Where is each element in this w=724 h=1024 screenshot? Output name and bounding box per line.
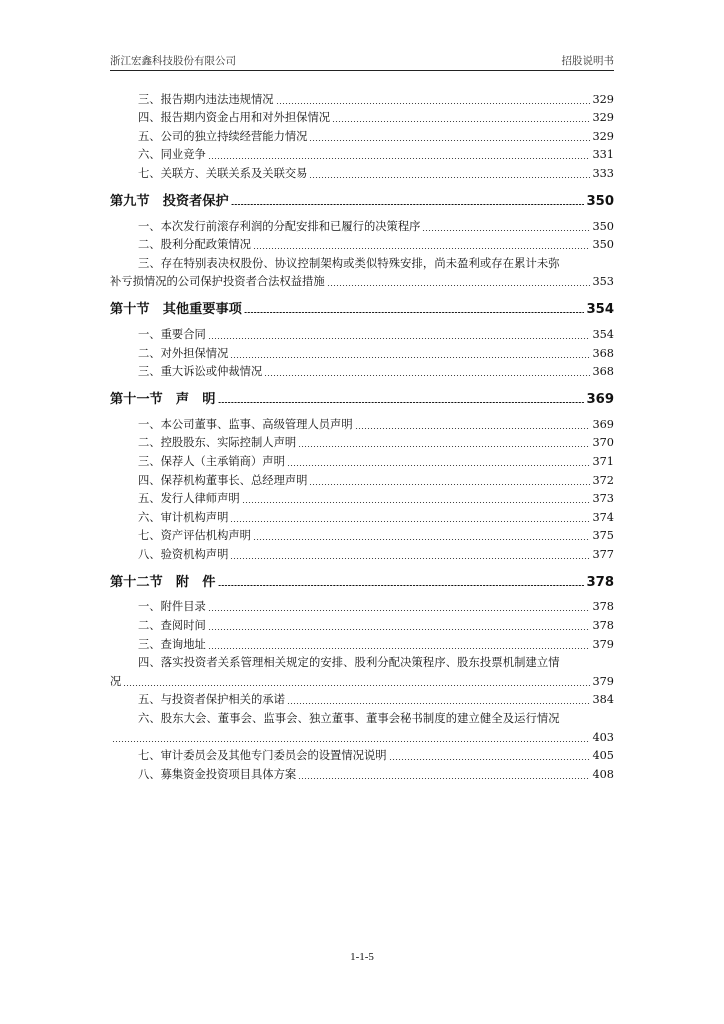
- toc-item[interactable]: 八、募集资金投资项目具体方案 408: [138, 767, 614, 781]
- toc-item-multiline-line1[interactable]: 六、股东大会、董事会、监事会、独立董事、董事会秘书制度的建立健全及运行情况: [138, 712, 560, 726]
- toc-item[interactable]: 五、公司的独立持续经营能力情况 329: [138, 129, 614, 143]
- toc-item[interactable]: 一、本公司董事、监事、高级管理人员声明 369: [138, 417, 614, 431]
- toc-item-multiline-line2[interactable]: 补亏损情况的公司保护投资者合法权益措施 353: [110, 275, 614, 289]
- toc-item[interactable]: 五、与投资者保护相关的承诺 384: [138, 693, 614, 707]
- toc-section-11[interactable]: 第十一节 声 明 369: [110, 392, 614, 408]
- toc-item-multiline-line1[interactable]: 四、落实投资者关系管理相关规定的安排、股利分配决策程序、股东投票机制建立情: [138, 656, 560, 670]
- toc-item[interactable]: 二、控股股东、实际控制人声明 370: [138, 436, 614, 450]
- table-of-contents: [110, 88, 614, 782]
- toc-item-multiline-line2[interactable]: 403: [110, 726, 614, 745]
- toc-item-multiline-line2[interactable]: 况 379: [110, 674, 614, 688]
- toc-item[interactable]: 二、股利分配政策情况 350: [138, 238, 614, 252]
- toc-item[interactable]: 八、验资机构声明 377: [138, 547, 614, 561]
- toc-item[interactable]: 七、资产评估机构声明 375: [138, 529, 614, 543]
- toc-item[interactable]: 二、查阅时间 378: [138, 619, 614, 633]
- toc-item[interactable]: 三、保荐人（主承销商）声明 371: [138, 454, 614, 468]
- toc-item[interactable]: 三、重大诉讼或仲裁情况 368: [138, 365, 614, 379]
- company-name: 浙江宏鑫科技股份有限公司: [110, 55, 236, 67]
- toc-section-10[interactable]: 第十节 其他重要事项 354: [110, 302, 614, 318]
- toc-item[interactable]: 一、本次发行前滚存利润的分配安排和已履行的决策程序 350: [138, 219, 614, 233]
- toc-item[interactable]: 六、审计机构声明 374: [138, 510, 614, 524]
- toc-item[interactable]: 三、报告期内违法违规情况 329: [138, 92, 614, 106]
- document-type: 招股说明书: [561, 55, 614, 67]
- toc-item[interactable]: 五、发行人律师声明 373: [138, 492, 614, 506]
- toc-section-9[interactable]: 第九节 投资者保护 350: [110, 193, 614, 209]
- toc-section-12[interactable]: 第十二节 附 件 378: [110, 574, 614, 590]
- toc-item[interactable]: 四、报告期内资金占用和对外担保情况 329: [138, 111, 614, 125]
- toc-item[interactable]: 六、同业竞争 331: [138, 148, 614, 162]
- toc-item[interactable]: 三、查询地址 379: [138, 637, 614, 651]
- toc-item[interactable]: 七、审计委员会及其他专门委员会的设置情况说明 405: [138, 749, 614, 763]
- toc-item[interactable]: 四、保荐机构董事长、总经理声明 372: [138, 473, 614, 487]
- toc-item[interactable]: 一、重要合同 354: [138, 327, 614, 341]
- toc-item[interactable]: 一、附件目录 378: [138, 600, 614, 614]
- toc-item-multiline-line1[interactable]: 三、存在特别表决权股份、协议控制架构或类似特殊安排，尚未盈利或存在累计未弥: [138, 256, 560, 270]
- toc-item[interactable]: 七、关联方、关联关系及关联交易 333: [138, 166, 614, 180]
- page-number: 1-1-5: [350, 951, 374, 963]
- page-header: [110, 50, 614, 71]
- toc-item[interactable]: 二、对外担保情况 368: [138, 346, 614, 360]
